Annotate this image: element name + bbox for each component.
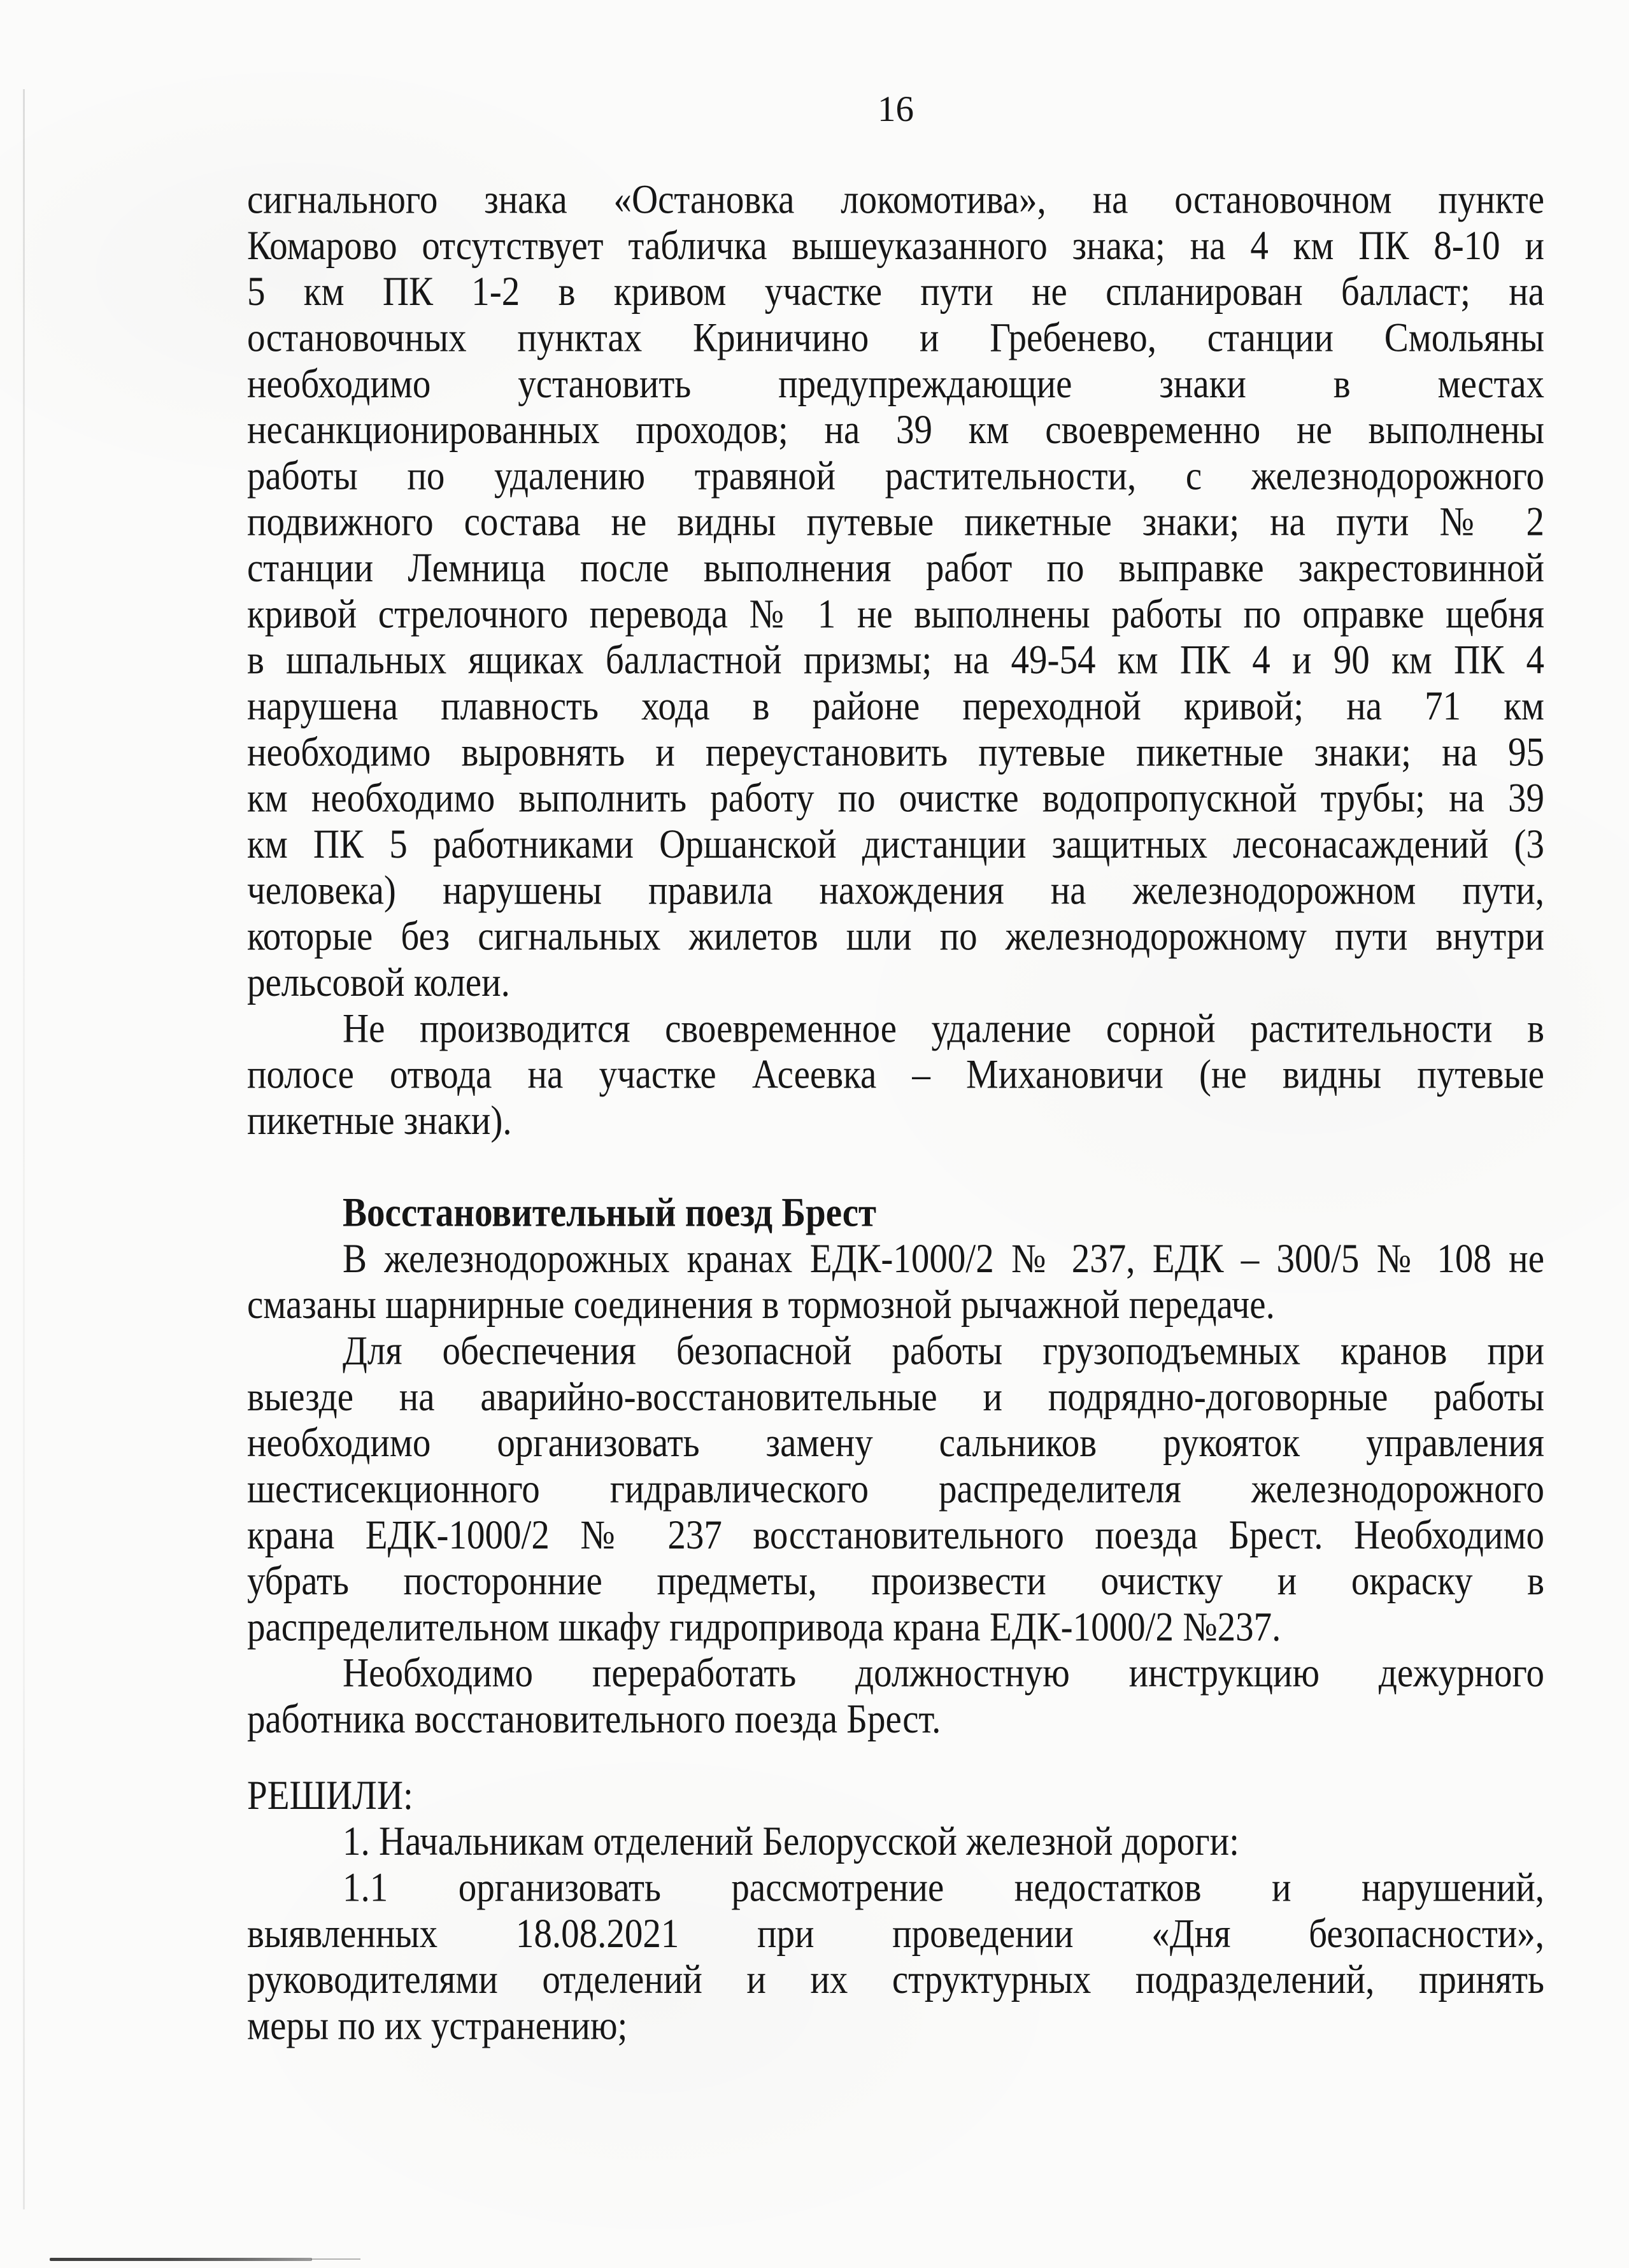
text-line: выявленных 18.08.2021 при проведении «Дня безопасности», <box>247 1911 1544 1957</box>
paragraph <box>247 1650 1544 1743</box>
heading-line: Восстановительный поезд Брест <box>343 1190 876 1236</box>
scan-artifact-bottom-smudge-tail <box>311 2258 360 2260</box>
paragraph <box>247 1236 1544 1328</box>
text-line: человека) нарушены правила нахождения на железнодорожном пути, <box>247 867 1544 913</box>
text-line: работника восстановительного поезда Брест. <box>247 1696 941 1742</box>
text-line: км ПК 5 работниками Оршанской дистанции защитных лесонасаждений (3 <box>247 821 1544 867</box>
scan-artifact-left-edge-line <box>23 89 25 2209</box>
text-line: убрать посторонние предметы, произвести очистку и окраску в <box>247 1558 1544 1604</box>
text-line: остановочных пунктах Криничино и Гребенево, станции Смольяны <box>247 315 1544 361</box>
paragraph <box>247 1819 1544 1865</box>
text-line: пикетные знаки). <box>247 1098 512 1144</box>
text-line: крана ЕДК-1000/2 № 237 восстановительного поезда Брест. Необходимо <box>247 1512 1544 1558</box>
document-text <box>247 177 1544 2049</box>
text-line: работы по удалению травяной растительности, с железнодорожного <box>247 453 1544 499</box>
text-line: выезде на аварийно-восстановительные и подрядно-договорные работы <box>247 1374 1544 1420</box>
text-line: 5 км ПК 1-2 в кривом участке пути не спланирован балласт; на <box>247 269 1544 315</box>
text-line: Для обеспечения безопасной работы грузоподъемных кранов при <box>343 1328 1544 1374</box>
text-line: меры по их устранению; <box>247 2002 628 2049</box>
text-line: станции Лемница после выполнения работ по выправке закрестовинной <box>247 545 1544 591</box>
text-line: кривой стрелочного перевода № 1 не выполнены работы по оправке щебня <box>247 591 1544 637</box>
page-number: 16 <box>878 89 914 129</box>
text-line: рельсовой колеи. <box>247 960 510 1005</box>
text-line: 1. Начальникам отделений Белорусской железной дороги: <box>343 1818 1239 1864</box>
text-line: необходимо выровнять и переустановить путевые пикетные знаки; на 95 <box>247 729 1544 776</box>
text-line: РЕШИЛИ: <box>247 1773 413 1818</box>
text-line: В железнодорожных кранах ЕДК-1000/2 № 237, ЕДК – 300/5 № 108 не <box>343 1236 1544 1282</box>
text-line: которые без сигнальных жилетов шли по железнодорожному пути внутри <box>247 914 1544 960</box>
text-line: 1.1 организовать рассмотрение недостатков и нарушений, <box>343 1864 1544 1911</box>
paragraph <box>247 1328 1544 1650</box>
text-line: полосе отвода на участке Асеевка – Михановичи (не видны путевые <box>247 1052 1544 1098</box>
text-line: Необходимо переработать должностную инструкцию дежурного <box>343 1650 1544 1696</box>
text-line: шестисекционного гидравлического распределителя железнодорожного <box>247 1466 1544 1512</box>
paragraph <box>247 1773 1544 1818</box>
paragraph <box>247 1865 1544 2049</box>
text-line: в шпальных ящиках балластной призмы; на 49-54 км ПК 4 и 90 км ПК 4 <box>247 637 1544 683</box>
text-line: нарушена плавность хода в районе переходной кривой; на 71 км <box>247 683 1544 729</box>
scan-artifact-bottom-smudge <box>50 2258 312 2261</box>
paragraph <box>247 177 1544 1006</box>
text-line: несанкционированных проходов; на 39 км своевременно не выполнены <box>247 407 1544 453</box>
text-line: подвижного состава не видны путевые пикетные знаки; на пути № 2 <box>247 499 1544 545</box>
text-line: км необходимо выполнить работу по очистке водопропускной трубы; на 39 <box>247 776 1544 821</box>
text-line: необходимо установить предупреждающие знаки в местах <box>247 361 1544 407</box>
text-line: необходимо организовать замену сальников рукояток управления <box>247 1420 1544 1466</box>
text-line: Комарово отсутствует табличка вышеуказанного знака; на 4 км ПК 8-10 и <box>247 223 1544 269</box>
paragraph <box>247 1006 1544 1144</box>
text-line: распределительном шкафу гидропривода крана ЕДК-1000/2 №237. <box>247 1604 1281 1650</box>
text-line: руководителями отделений и их структурных подразделений, принять <box>247 1957 1544 2002</box>
text-line: Не производится своевременное удаление сорной растительности в <box>343 1005 1544 1051</box>
section-heading <box>247 1190 1544 1236</box>
text-line: сигнального знака «Остановка локомотива», на остановочном пункте <box>247 177 1544 223</box>
text-line: смазаны шарнирные соединения в тормозной рычажной передаче. <box>247 1282 1275 1328</box>
